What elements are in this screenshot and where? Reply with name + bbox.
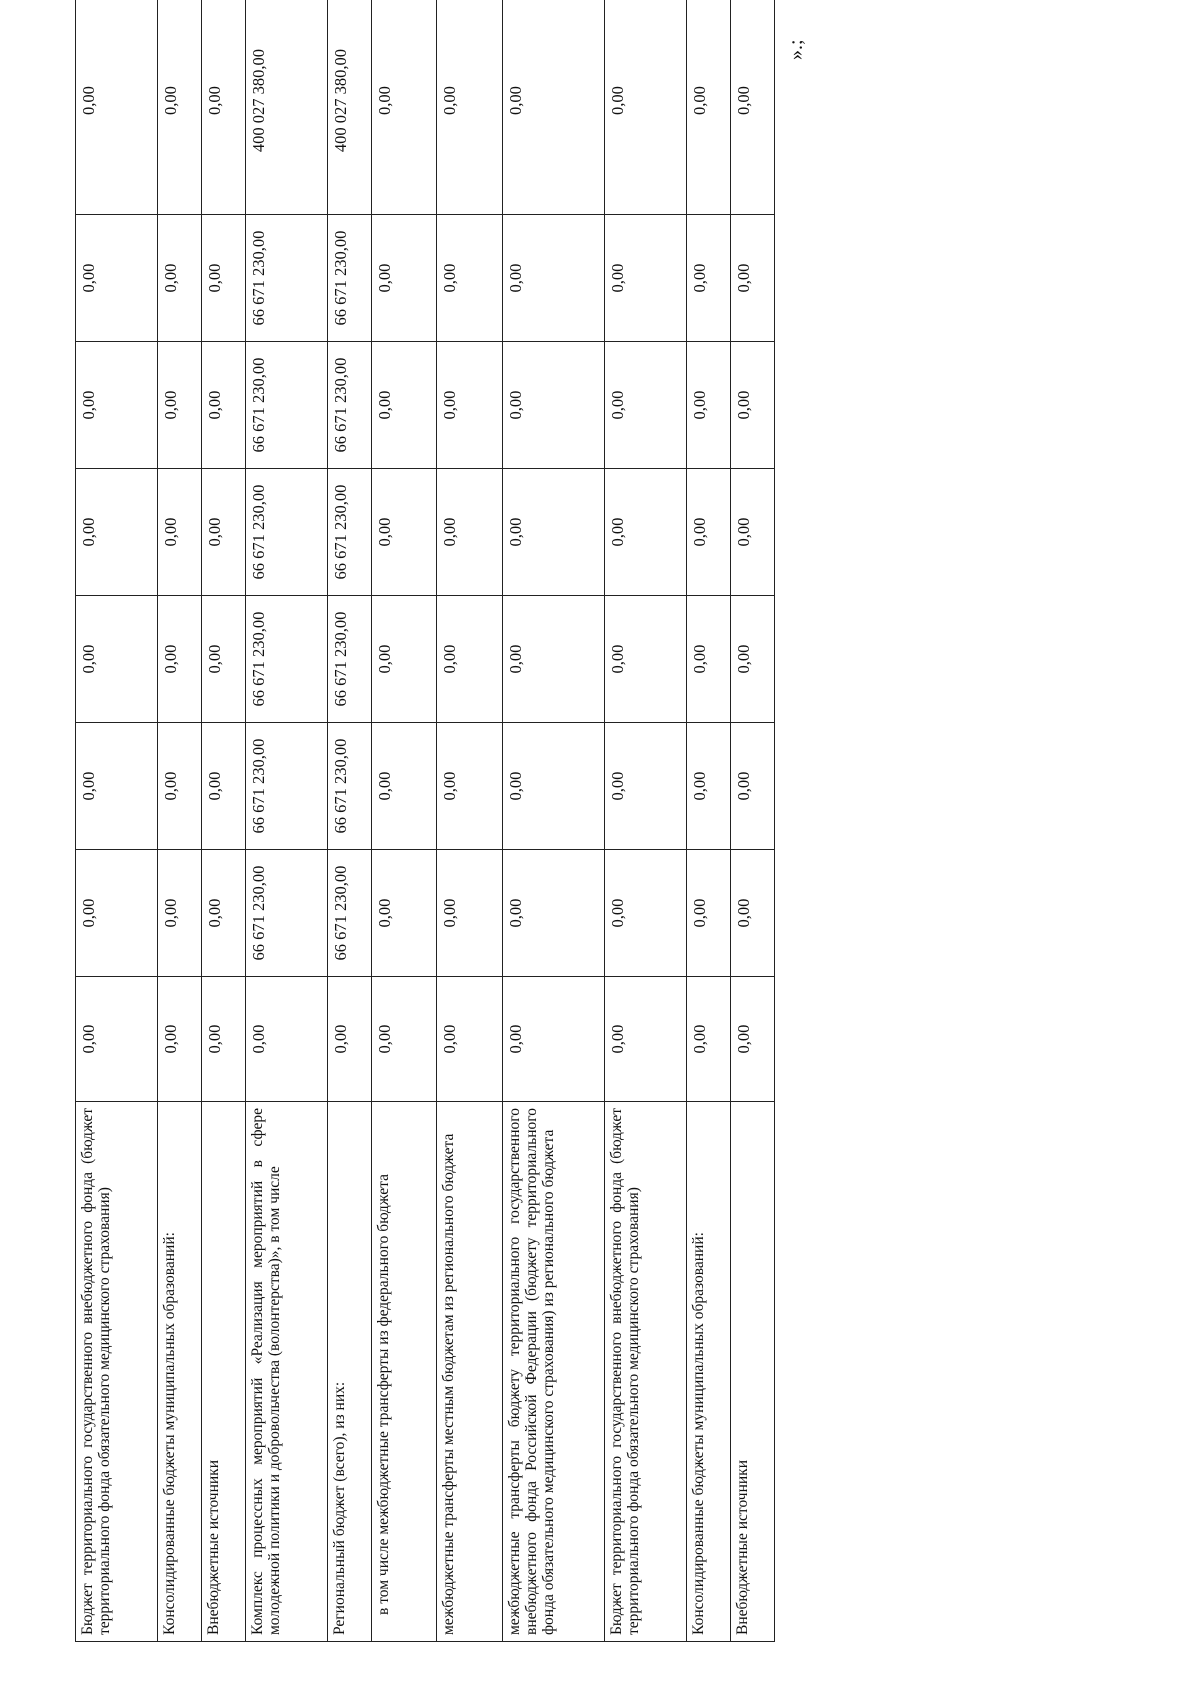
value-cell: 0,00 — [76, 215, 158, 342]
value-cell: 66 671 230,00 — [245, 850, 327, 977]
budget-table — [75, 0, 775, 1642]
value-cell: 0,00 — [605, 469, 687, 596]
value-cell: 0,00 — [76, 723, 158, 850]
value-cell: 0,00 — [605, 977, 687, 1102]
value-cell: 0,00 — [503, 596, 605, 723]
value-cell: 0,00 — [76, 850, 158, 977]
rotated-page — [75, 48, 775, 1642]
value-cell: 0,00 — [201, 342, 245, 469]
value-cell: 0,00 — [503, 469, 605, 596]
value-cell: 0,00 — [201, 0, 245, 215]
value-cell: 0,00 — [605, 0, 687, 215]
value-cell: 0,00 — [371, 215, 437, 342]
value-cell: 400 027 380,00 — [245, 0, 327, 215]
value-cell: 66 671 230,00 — [245, 596, 327, 723]
table-row — [687, 0, 731, 1642]
table-row — [503, 0, 605, 1642]
value-cell: 0,00 — [731, 723, 775, 850]
value-cell: 0,00 — [158, 469, 202, 596]
closing-quote-mark: ».; — [785, 39, 807, 60]
value-cell: 0,00 — [76, 342, 158, 469]
value-cell: 0,00 — [437, 0, 503, 215]
value-cell: 66 671 230,00 — [327, 342, 371, 469]
value-cell: 0,00 — [245, 977, 327, 1102]
value-cell: 0,00 — [201, 596, 245, 723]
value-cell: 0,00 — [605, 342, 687, 469]
value-cell: 400 027 380,00 — [327, 0, 371, 215]
value-cell: 66 671 230,00 — [245, 215, 327, 342]
value-cell: 0,00 — [687, 342, 731, 469]
row-label: Консолидированные бюджеты муниципальных образований: — [158, 1102, 202, 1642]
value-cell: 0,00 — [437, 596, 503, 723]
value-cell: 0,00 — [158, 596, 202, 723]
value-cell: 0,00 — [158, 215, 202, 342]
value-cell: 0,00 — [503, 215, 605, 342]
value-cell: 0,00 — [371, 342, 437, 469]
value-cell: 0,00 — [503, 850, 605, 977]
value-cell: 0,00 — [158, 723, 202, 850]
value-cell: 0,00 — [731, 469, 775, 596]
value-cell: 0,00 — [371, 469, 437, 596]
value-cell: 0,00 — [158, 342, 202, 469]
value-cell: 66 671 230,00 — [245, 342, 327, 469]
value-cell: 0,00 — [605, 723, 687, 850]
value-cell: 0,00 — [503, 0, 605, 215]
value-cell: 0,00 — [437, 723, 503, 850]
value-cell: 66 671 230,00 — [245, 469, 327, 596]
value-cell: 0,00 — [687, 215, 731, 342]
table-row — [731, 0, 775, 1642]
value-cell: 0,00 — [327, 977, 371, 1102]
value-cell: 0,00 — [731, 596, 775, 723]
table-row — [437, 0, 503, 1642]
value-cell: 0,00 — [687, 723, 731, 850]
table-row — [245, 0, 327, 1642]
value-cell: 0,00 — [687, 977, 731, 1102]
value-cell: 0,00 — [201, 977, 245, 1102]
value-cell: 0,00 — [605, 850, 687, 977]
value-cell: 66 671 230,00 — [327, 723, 371, 850]
value-cell: 0,00 — [201, 850, 245, 977]
value-cell: 0,00 — [76, 469, 158, 596]
value-cell: 0,00 — [437, 342, 503, 469]
value-cell: 0,00 — [437, 215, 503, 342]
value-cell: 66 671 230,00 — [245, 723, 327, 850]
value-cell: 66 671 230,00 — [327, 469, 371, 596]
value-cell: 0,00 — [605, 596, 687, 723]
table-row — [158, 0, 202, 1642]
row-label: Комплекс процессных мероприятий «Реализация мероприятий в сфере молодежной политики и добровольчества (волонтерства)», в том числе — [245, 1102, 327, 1642]
value-cell: 0,00 — [371, 723, 437, 850]
value-cell: 0,00 — [158, 977, 202, 1102]
value-cell: 0,00 — [371, 850, 437, 977]
value-cell: 0,00 — [158, 850, 202, 977]
table-row — [371, 0, 437, 1642]
value-cell: 0,00 — [371, 977, 437, 1102]
value-cell: 0,00 — [731, 0, 775, 215]
row-label: Внебюджетные источники — [731, 1102, 775, 1642]
row-label: Региональный бюджет (всего), из них: — [327, 1102, 371, 1642]
value-cell: 0,00 — [731, 850, 775, 977]
value-cell: 0,00 — [687, 596, 731, 723]
row-label: в том числе межбюджетные трансферты из федерального бюджета — [371, 1102, 437, 1642]
table-row — [605, 0, 687, 1642]
value-cell: 0,00 — [687, 850, 731, 977]
row-label: межбюджетные трансферты бюджету территориального государственного внебюджетного фонда Российской Федерации (бюджету территориального фонда обязательного медицинского страхования) из регионального бюджета — [503, 1102, 605, 1642]
value-cell: 66 671 230,00 — [327, 215, 371, 342]
row-label: Бюджет территориального государственного внебюджетного фонда (бюджет территориального фонда обязательного медицинского страхования) — [76, 1102, 158, 1642]
value-cell: 0,00 — [437, 850, 503, 977]
value-cell: 0,00 — [503, 723, 605, 850]
value-cell: 0,00 — [76, 977, 158, 1102]
value-cell: 0,00 — [731, 342, 775, 469]
value-cell: 0,00 — [687, 0, 731, 215]
value-cell: 0,00 — [503, 342, 605, 469]
value-cell: 0,00 — [503, 977, 605, 1102]
value-cell: 0,00 — [687, 469, 731, 596]
value-cell: 66 671 230,00 — [327, 596, 371, 723]
value-cell: 0,00 — [437, 469, 503, 596]
row-label: межбюджетные трансферты местным бюджетам из регионального бюджета — [437, 1102, 503, 1642]
value-cell: 66 671 230,00 — [327, 850, 371, 977]
value-cell: 0,00 — [76, 0, 158, 215]
row-label: Внебюджетные источники — [201, 1102, 245, 1642]
table-row — [327, 0, 371, 1642]
value-cell: 0,00 — [371, 0, 437, 215]
value-cell: 0,00 — [437, 977, 503, 1102]
table-row — [201, 0, 245, 1642]
value-cell: 0,00 — [731, 215, 775, 342]
value-cell: 0,00 — [731, 977, 775, 1102]
row-label: Бюджет территориального государственного внебюджетного фонда (бюджет территориального фонда обязательного медицинского страхования) — [605, 1102, 687, 1642]
value-cell: 0,00 — [201, 469, 245, 596]
value-cell: 0,00 — [201, 723, 245, 850]
value-cell: 0,00 — [76, 596, 158, 723]
value-cell: 0,00 — [201, 215, 245, 342]
value-cell: 0,00 — [158, 0, 202, 215]
value-cell: 0,00 — [605, 215, 687, 342]
table-row — [76, 0, 158, 1642]
value-cell: 0,00 — [371, 596, 437, 723]
row-label: Консолидированные бюджеты муниципальных образований: — [687, 1102, 731, 1642]
